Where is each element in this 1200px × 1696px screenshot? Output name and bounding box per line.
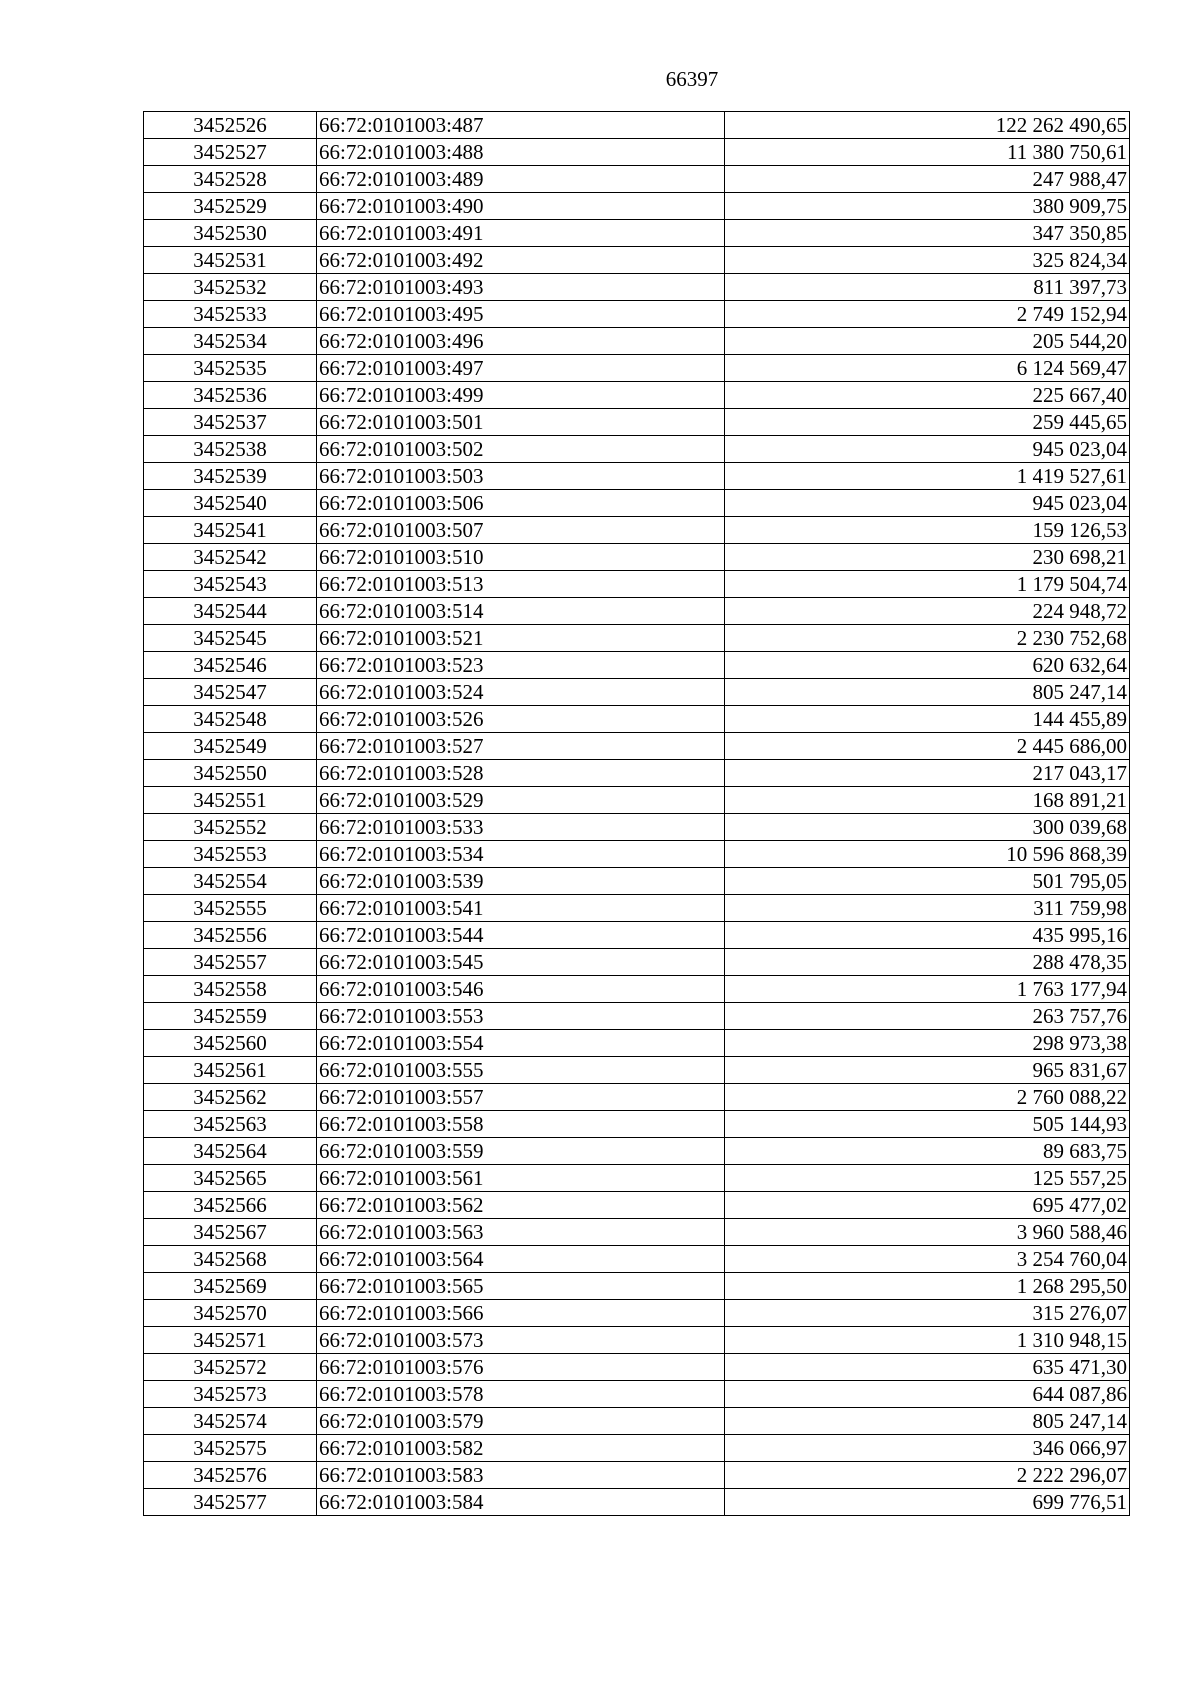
cadastral-number-cell: 66:72:0101003:541: [317, 895, 725, 922]
table-row: [144, 1084, 1130, 1111]
cadastral-number-cell: 66:72:0101003:491: [317, 220, 725, 247]
cadastral-value-cell: 1 419 527,61: [725, 463, 1130, 490]
table-row: [144, 1111, 1130, 1138]
table-row: [144, 301, 1130, 328]
cadastral-number-cell: 66:72:0101003:490: [317, 193, 725, 220]
cadastral-value-cell: 217 043,17: [725, 760, 1130, 787]
record-number-cell: 3452571: [144, 1327, 317, 1354]
record-number-cell: 3452563: [144, 1111, 317, 1138]
cadastral-value-cell: 6 124 569,47: [725, 355, 1130, 382]
page-number: 66397: [665, 67, 719, 91]
cadastral-number-cell: 66:72:0101003:566: [317, 1300, 725, 1327]
record-number-cell: 3452556: [144, 922, 317, 949]
table-row: [144, 1408, 1130, 1435]
table-row: [144, 517, 1130, 544]
table-body: [144, 112, 1130, 1516]
cadastral-value-cell: 311 759,98: [725, 895, 1130, 922]
cadastral-value-cell: 2 445 686,00: [725, 733, 1130, 760]
record-number-cell: 3452566: [144, 1192, 317, 1219]
table-row: [144, 1435, 1130, 1462]
cadastral-value-cell: 325 824,34: [725, 247, 1130, 274]
table-row: [144, 1462, 1130, 1489]
table-row: [144, 1381, 1130, 1408]
table-row: [144, 328, 1130, 355]
record-number-cell: 3452527: [144, 139, 317, 166]
table-row: [144, 112, 1130, 139]
table-row: [144, 1057, 1130, 1084]
record-number-cell: 3452553: [144, 841, 317, 868]
record-number-cell: 3452552: [144, 814, 317, 841]
cadastral-value-cell: 144 455,89: [725, 706, 1130, 733]
record-number-cell: 3452558: [144, 976, 317, 1003]
table-row: [144, 922, 1130, 949]
table-row: [144, 436, 1130, 463]
table-row: [144, 625, 1130, 652]
cadastral-number-cell: 66:72:0101003:523: [317, 652, 725, 679]
record-number-cell: 3452532: [144, 274, 317, 301]
record-number-cell: 3452569: [144, 1273, 317, 1300]
record-number-cell: 3452570: [144, 1300, 317, 1327]
table-row: [144, 1003, 1130, 1030]
cadastral-number-cell: 66:72:0101003:562: [317, 1192, 725, 1219]
table-row: [144, 490, 1130, 517]
table-row: [144, 355, 1130, 382]
cadastral-value-cell: 945 023,04: [725, 490, 1130, 517]
cadastral-value-cell: 230 698,21: [725, 544, 1130, 571]
table-row: [144, 652, 1130, 679]
table-row: [144, 1354, 1130, 1381]
cadastral-number-cell: 66:72:0101003:553: [317, 1003, 725, 1030]
table-row: [144, 814, 1130, 841]
cadastral-number-cell: 66:72:0101003:506: [317, 490, 725, 517]
cadastral-number-cell: 66:72:0101003:579: [317, 1408, 725, 1435]
record-number-cell: 3452540: [144, 490, 317, 517]
table-row: [144, 760, 1130, 787]
record-number-cell: 3452531: [144, 247, 317, 274]
cadastral-number-cell: 66:72:0101003:501: [317, 409, 725, 436]
cadastral-value-cell: 380 909,75: [725, 193, 1130, 220]
cadastral-value-cell: 125 557,25: [725, 1165, 1130, 1192]
record-number-cell: 3452568: [144, 1246, 317, 1273]
record-number-cell: 3452573: [144, 1381, 317, 1408]
record-number-cell: 3452550: [144, 760, 317, 787]
record-number-cell: 3452541: [144, 517, 317, 544]
record-number-cell: 3452560: [144, 1030, 317, 1057]
cadastral-value-cell: 635 471,30: [725, 1354, 1130, 1381]
table-row: [144, 166, 1130, 193]
record-number-cell: 3452536: [144, 382, 317, 409]
cadastral-number-cell: 66:72:0101003:524: [317, 679, 725, 706]
cadastral-number-cell: 66:72:0101003:495: [317, 301, 725, 328]
cadastral-value-cell: 3 254 760,04: [725, 1246, 1130, 1273]
cadastral-value-cell: 699 776,51: [725, 1489, 1130, 1516]
cadastral-number-cell: 66:72:0101003:546: [317, 976, 725, 1003]
record-number-cell: 3452574: [144, 1408, 317, 1435]
table-row: [144, 733, 1130, 760]
cadastral-number-cell: 66:72:0101003:558: [317, 1111, 725, 1138]
cadastral-value-cell: 945 023,04: [725, 436, 1130, 463]
record-number-cell: 3452546: [144, 652, 317, 679]
table-row: [144, 544, 1130, 571]
cadastral-number-cell: 66:72:0101003:578: [317, 1381, 725, 1408]
cadastral-value-cell: 346 066,97: [725, 1435, 1130, 1462]
cadastral-value-cell: 247 988,47: [725, 166, 1130, 193]
table-row: [144, 1030, 1130, 1057]
cadastral-value-cell: 695 477,02: [725, 1192, 1130, 1219]
cadastral-number-cell: 66:72:0101003:507: [317, 517, 725, 544]
table-row: [144, 1219, 1130, 1246]
table-row: [144, 1246, 1130, 1273]
table-row: [144, 1138, 1130, 1165]
record-number-cell: 3452567: [144, 1219, 317, 1246]
cadastral-number-cell: 66:72:0101003:514: [317, 598, 725, 625]
cadastral-value-cell: 2 222 296,07: [725, 1462, 1130, 1489]
record-number-cell: 3452551: [144, 787, 317, 814]
cadastral-value-cell: 2 760 088,22: [725, 1084, 1130, 1111]
cadastral-number-cell: 66:72:0101003:533: [317, 814, 725, 841]
table-row: [144, 679, 1130, 706]
table-row: [144, 274, 1130, 301]
cadastral-number-cell: 66:72:0101003:527: [317, 733, 725, 760]
cadastral-number-cell: 66:72:0101003:557: [317, 1084, 725, 1111]
cadastral-number-cell: 66:72:0101003:583: [317, 1462, 725, 1489]
table-row: [144, 1165, 1130, 1192]
record-number-cell: 3452564: [144, 1138, 317, 1165]
record-number-cell: 3452565: [144, 1165, 317, 1192]
cadastral-value-cell: 168 891,21: [725, 787, 1130, 814]
table-row: [144, 247, 1130, 274]
cadastral-number-cell: 66:72:0101003:554: [317, 1030, 725, 1057]
cadastral-number-cell: 66:72:0101003:510: [317, 544, 725, 571]
cadastral-value-cell: 1 268 295,50: [725, 1273, 1130, 1300]
cadastral-value-cell: 347 350,85: [725, 220, 1130, 247]
record-number-cell: 3452557: [144, 949, 317, 976]
cadastral-value-cell: 620 632,64: [725, 652, 1130, 679]
table-row: [144, 409, 1130, 436]
table-row: [144, 976, 1130, 1003]
table-row: [144, 1192, 1130, 1219]
cadastral-number-cell: 66:72:0101003:493: [317, 274, 725, 301]
record-number-cell: 3452559: [144, 1003, 317, 1030]
cadastral-value-cell: 11 380 750,61: [725, 139, 1130, 166]
table-row: [144, 571, 1130, 598]
table-row: [144, 787, 1130, 814]
record-number-cell: 3452555: [144, 895, 317, 922]
cadastral-value-cell: 811 397,73: [725, 274, 1130, 301]
cadastral-number-cell: 66:72:0101003:521: [317, 625, 725, 652]
cadastral-number-cell: 66:72:0101003:584: [317, 1489, 725, 1516]
cadastral-number-cell: 66:72:0101003:487: [317, 112, 725, 139]
record-number-cell: 3452544: [144, 598, 317, 625]
record-number-cell: 3452530: [144, 220, 317, 247]
cadastral-number-cell: 66:72:0101003:489: [317, 166, 725, 193]
record-number-cell: 3452577: [144, 1489, 317, 1516]
cadastral-number-cell: 66:72:0101003:534: [317, 841, 725, 868]
record-number-cell: 3452537: [144, 409, 317, 436]
cadastral-value-cell: 644 087,86: [725, 1381, 1130, 1408]
cadastral-number-cell: 66:72:0101003:539: [317, 868, 725, 895]
record-number-cell: 3452572: [144, 1354, 317, 1381]
cadastral-number-cell: 66:72:0101003:526: [317, 706, 725, 733]
cadastral-value-cell: 298 973,38: [725, 1030, 1130, 1057]
table-row: [144, 463, 1130, 490]
cadastral-value-cell: 263 757,76: [725, 1003, 1130, 1030]
record-number-cell: 3452548: [144, 706, 317, 733]
record-number-cell: 3452529: [144, 193, 317, 220]
record-number-cell: 3452549: [144, 733, 317, 760]
table-row: [144, 1273, 1130, 1300]
cadastral-number-cell: 66:72:0101003:582: [317, 1435, 725, 1462]
cadastral-number-cell: 66:72:0101003:573: [317, 1327, 725, 1354]
cadastral-number-cell: 66:72:0101003:496: [317, 328, 725, 355]
cadastral-value-cell: 205 544,20: [725, 328, 1130, 355]
cadastral-value-cell: 1 763 177,94: [725, 976, 1130, 1003]
cadastral-value-cell: 288 478,35: [725, 949, 1130, 976]
cadastral-value-cell: 224 948,72: [725, 598, 1130, 625]
cadastral-value-cell: 3 960 588,46: [725, 1219, 1130, 1246]
cadastral-value-cell: 505 144,93: [725, 1111, 1130, 1138]
cadastral-number-cell: 66:72:0101003:502: [317, 436, 725, 463]
record-number-cell: 3452562: [144, 1084, 317, 1111]
cadastral-value-cell: 315 276,07: [725, 1300, 1130, 1327]
record-number-cell: 3452576: [144, 1462, 317, 1489]
cadastral-value-cell: 1 179 504,74: [725, 571, 1130, 598]
cadastral-number-cell: 66:72:0101003:513: [317, 571, 725, 598]
cadastral-number-cell: 66:72:0101003:564: [317, 1246, 725, 1273]
cadastral-number-cell: 66:72:0101003:544: [317, 922, 725, 949]
record-number-cell: 3452575: [144, 1435, 317, 1462]
cadastral-value-cell: 1 310 948,15: [725, 1327, 1130, 1354]
cadastral-value-cell: 159 126,53: [725, 517, 1130, 544]
cadastral-number-cell: 66:72:0101003:529: [317, 787, 725, 814]
cadastral-number-cell: 66:72:0101003:497: [317, 355, 725, 382]
table-row: [144, 382, 1130, 409]
cadastral-value-cell: 122 262 490,65: [725, 112, 1130, 139]
cadastral-number-cell: 66:72:0101003:561: [317, 1165, 725, 1192]
cadastral-value-cell: 435 995,16: [725, 922, 1130, 949]
cadastral-number-cell: 66:72:0101003:576: [317, 1354, 725, 1381]
cadastral-number-cell: 66:72:0101003:503: [317, 463, 725, 490]
table-row: [144, 949, 1130, 976]
record-number-cell: 3452526: [144, 112, 317, 139]
cadastral-value-cell: 259 445,65: [725, 409, 1130, 436]
table-row: [144, 220, 1130, 247]
cadastral-value-cell: 2 749 152,94: [725, 301, 1130, 328]
table-row: [144, 1327, 1130, 1354]
table-row: [144, 598, 1130, 625]
record-number-cell: 3452539: [144, 463, 317, 490]
cadastral-value-cell: 2 230 752,68: [725, 625, 1130, 652]
record-number-cell: 3452535: [144, 355, 317, 382]
cadastral-value-cell: 965 831,67: [725, 1057, 1130, 1084]
cadastral-number-cell: 66:72:0101003:492: [317, 247, 725, 274]
table-row: [144, 706, 1130, 733]
cadastral-value-cell: 501 795,05: [725, 868, 1130, 895]
record-number-cell: 3452534: [144, 328, 317, 355]
table-row: [144, 841, 1130, 868]
record-number-cell: 3452543: [144, 571, 317, 598]
cadastral-number-cell: 66:72:0101003:563: [317, 1219, 725, 1246]
record-number-cell: 3452542: [144, 544, 317, 571]
cadastral-value-cell: 89 683,75: [725, 1138, 1130, 1165]
record-number-cell: 3452554: [144, 868, 317, 895]
cadastral-value-cell: 300 039,68: [725, 814, 1130, 841]
table-row: [144, 1300, 1130, 1327]
cadastral-number-cell: 66:72:0101003:565: [317, 1273, 725, 1300]
cadastral-number-cell: 66:72:0101003:499: [317, 382, 725, 409]
cadastral-value-cell: 225 667,40: [725, 382, 1130, 409]
table-row: [144, 1489, 1130, 1516]
table-row: [144, 868, 1130, 895]
record-number-cell: 3452533: [144, 301, 317, 328]
cadastral-value-table: [143, 111, 1130, 1516]
cadastral-number-cell: 66:72:0101003:545: [317, 949, 725, 976]
cadastral-value-cell: 10 596 868,39: [725, 841, 1130, 868]
record-number-cell: 3452538: [144, 436, 317, 463]
cadastral-number-cell: 66:72:0101003:488: [317, 139, 725, 166]
table-row: [144, 895, 1130, 922]
cadastral-number-cell: 66:72:0101003:555: [317, 1057, 725, 1084]
table-row: [144, 193, 1130, 220]
record-number-cell: 3452545: [144, 625, 317, 652]
cadastral-number-cell: 66:72:0101003:528: [317, 760, 725, 787]
record-number-cell: 3452528: [144, 166, 317, 193]
cadastral-number-cell: 66:72:0101003:559: [317, 1138, 725, 1165]
record-number-cell: 3452561: [144, 1057, 317, 1084]
record-number-cell: 3452547: [144, 679, 317, 706]
cadastral-value-cell: 805 247,14: [725, 1408, 1130, 1435]
table-row: [144, 139, 1130, 166]
cadastral-value-cell: 805 247,14: [725, 679, 1130, 706]
